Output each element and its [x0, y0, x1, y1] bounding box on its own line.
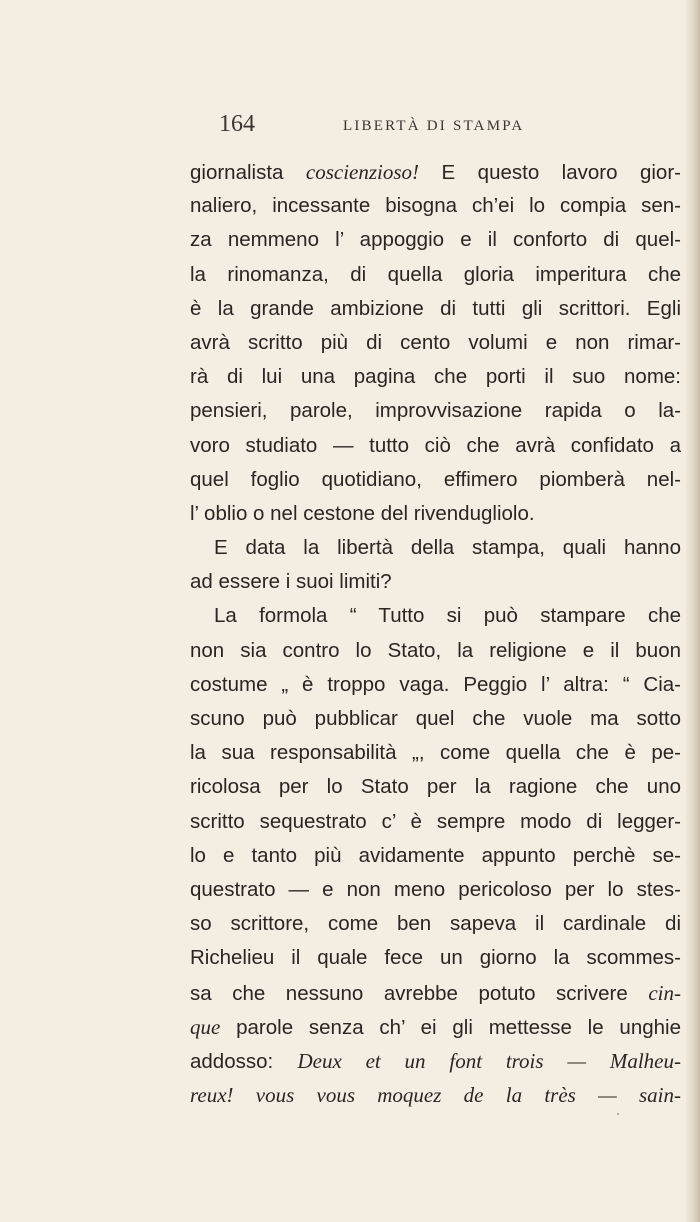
text-line — [190, 497, 681, 531]
text-line — [190, 736, 681, 770]
running-title: LIBERTÀ DI STAMPA — [343, 118, 525, 134]
text-line — [190, 565, 681, 599]
text-line — [190, 907, 681, 941]
text-run: addosso: — [190, 1049, 298, 1073]
text-line — [190, 873, 681, 907]
text-line — [190, 1010, 681, 1044]
text-run: voro studiato — tutto ciò che avrà confidato a — [190, 433, 681, 457]
text-line — [190, 189, 681, 223]
text-line — [190, 394, 681, 428]
text-line — [190, 599, 681, 633]
text-run: pensieri, parole, improvvisazione rapida o la- — [190, 399, 681, 423]
text-run: quel foglio quotidiano, effimero piomberà nel- — [190, 467, 681, 491]
italic-text: coscienzioso! — [305, 160, 420, 184]
text-run: ricolosa per lo Stato per la ragione che uno — [190, 775, 681, 799]
text-line — [190, 223, 681, 257]
text-run: ad essere i suoi limiti? — [190, 570, 392, 594]
text-line — [190, 292, 681, 326]
italic-text: reux! vous vous moquez de la très — sain- — [190, 1083, 681, 1108]
text-run: E questo lavoro gior- — [419, 161, 681, 184]
text-line — [190, 839, 681, 873]
page-edge — [686, 0, 700, 1222]
page-number: 164 — [219, 111, 255, 137]
italic-text: Deux et un font trois — Malheu- — [297, 1048, 681, 1073]
paper-speck — [617, 1113, 619, 1115]
text-line — [190, 634, 681, 668]
text-run: è la grande ambizione di tutti gli scrittori. Egli — [190, 296, 681, 320]
text-line — [190, 155, 681, 189]
page-header — [219, 111, 549, 141]
text-line — [190, 463, 681, 497]
text-line — [190, 805, 681, 839]
text-line — [190, 770, 681, 804]
text-run: non sia contro lo Stato, la religione e il buon — [190, 638, 681, 662]
text-run: la rinomanza, di quella gloria imperitura che — [190, 262, 681, 286]
text-run: l’ oblio o nel cestone del rivendugliolo. — [190, 501, 535, 525]
italic-text: cin- — [648, 980, 681, 1005]
text-run: Richelieu il quale fece un giorno la scommes- — [190, 946, 681, 970]
text-run: rà di lui una pagina che porti il suo nome: — [190, 365, 681, 389]
text-run: E data la libertà della stampa, quali hanno — [214, 536, 681, 560]
text-line — [190, 668, 681, 702]
text-line — [190, 702, 681, 736]
text-line — [190, 1078, 681, 1112]
text-run: za nemmeno l’ appoggio e il conforto di quel- — [190, 228, 681, 252]
text-run: questrato — e non meno pericoloso per lo stes- — [190, 877, 681, 901]
text-line — [190, 531, 681, 565]
italic-text: que — [190, 1014, 221, 1039]
text-run: scuno può pubblicar quel che vuole ma sotto — [190, 707, 681, 730]
text-line — [190, 429, 681, 463]
text-line — [190, 976, 681, 1010]
text-run: La formola “ Tutto si può stampare che — [214, 604, 681, 628]
text-line — [190, 941, 681, 975]
text-run: avrà scritto più di cento volumi e non rimar- — [190, 330, 681, 354]
text-line — [190, 360, 681, 394]
text-line — [190, 1044, 681, 1078]
text-line — [190, 258, 681, 292]
text-run: scritto sequestrato c’ è sempre modo di legger- — [190, 809, 681, 833]
text-run: giornalista — [190, 161, 306, 184]
text-line — [190, 326, 681, 360]
body-text — [190, 155, 681, 1112]
text-run: parole senza ch’ ei gli mettesse le unghie — [220, 1015, 681, 1039]
text-run: so scrittore, come ben sapeva il cardinale di — [190, 912, 681, 936]
text-run: costume „ è troppo vaga. Peggio l’ altra: “ Cia- — [190, 672, 681, 696]
text-run: naliero, incessante bisogna ch’ei lo compia sen- — [190, 194, 681, 218]
text-run: lo e tanto più avidamente appunto perchè se- — [190, 843, 681, 867]
text-run: sa che nessuno avrebbe potuto scrivere — [190, 981, 649, 1005]
text-run: la sua responsabilità „, come quella che è pe- — [190, 741, 681, 765]
